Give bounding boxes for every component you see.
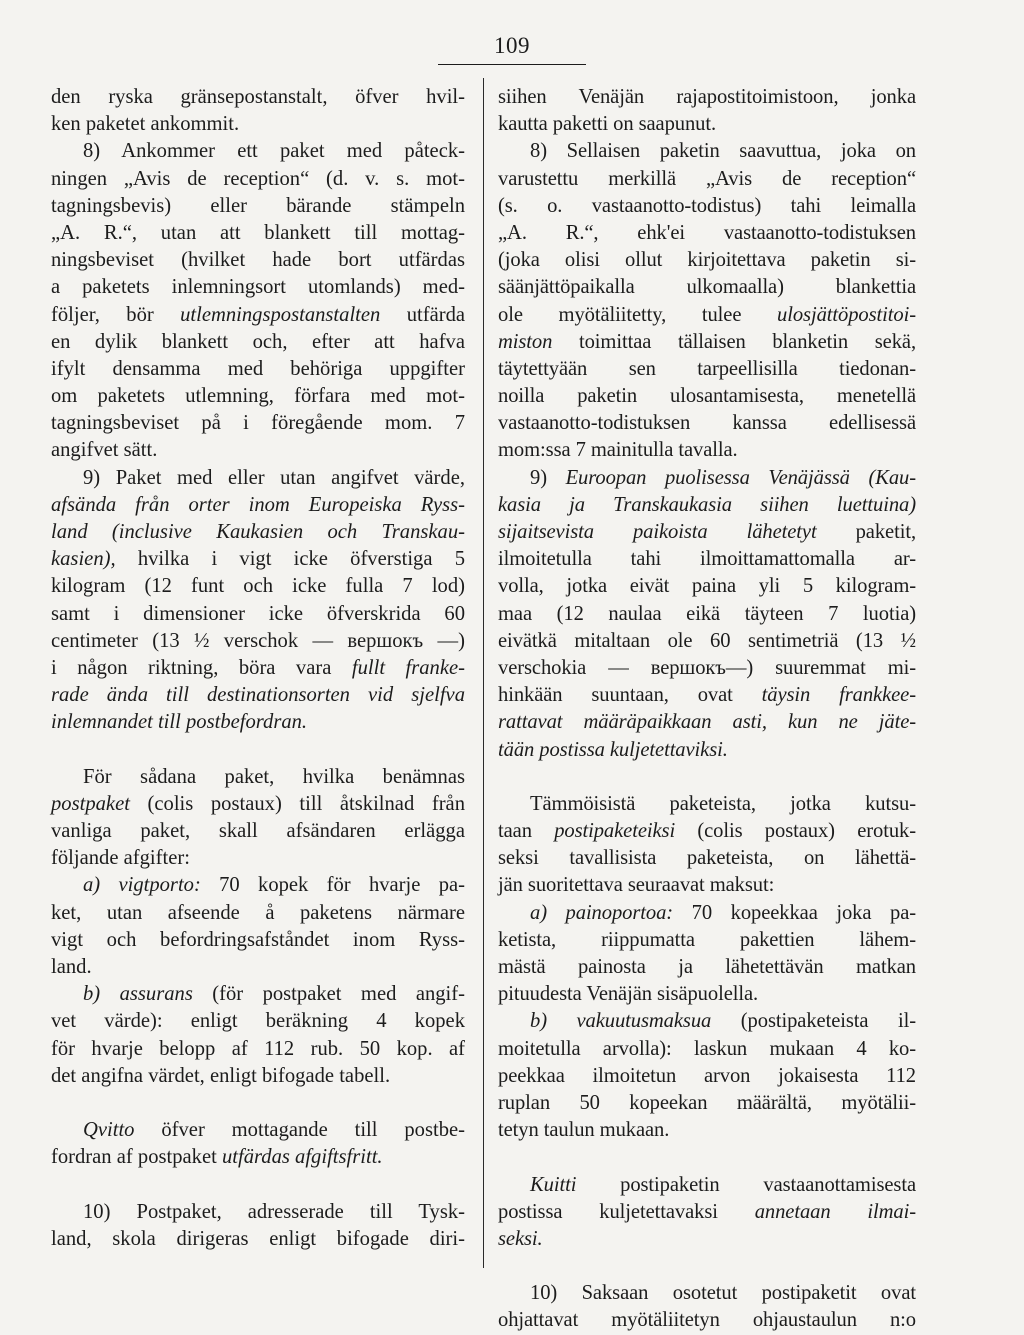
text-segment: postissa kuljetettavaksi xyxy=(498,1200,755,1223)
paragraph-gap xyxy=(498,1253,916,1280)
text-line: tagningsbeviset på i föregående mom. 7 xyxy=(51,412,465,435)
paragraph-gap xyxy=(498,764,916,791)
text-line: varustettu merkillä „Avis de reception“ xyxy=(498,167,916,190)
paragraph-gap xyxy=(498,1144,916,1171)
text-segment: (postipaketeista il- xyxy=(711,1010,916,1033)
text-line: kasia ja Transkaukasia siihen luettuina) xyxy=(498,493,916,516)
text-line: för hvarje belopp af 112 rub. 50 kop. af xyxy=(51,1037,465,1060)
text-segment: annetaan ilmai- xyxy=(754,1200,916,1223)
text-line: om paketets utlemning, förfara med mot- xyxy=(51,385,465,408)
paragraph-gap xyxy=(51,1172,465,1199)
text-line xyxy=(51,981,465,1008)
text-line: maa (12 naulaa eikä täyteen 7 luotia) xyxy=(498,602,916,625)
text-line: 10) Postpaket, adresserade till Tysk- xyxy=(83,1200,465,1223)
text-line: 8) Ankommer ett paket med påteck- xyxy=(83,140,465,163)
paragraph-gap xyxy=(51,737,465,764)
text-line: land, skola dirigeras enligt bifogade diri- xyxy=(51,1227,465,1250)
text-line: en dylik blankett och, efter att hafva xyxy=(51,330,465,353)
text-line xyxy=(498,1172,916,1199)
text-line: tetyn taulun mukaan. xyxy=(498,1119,670,1142)
text-line xyxy=(498,465,916,492)
text-line: 8) Sellaisen paketin saavuttua, joka on xyxy=(530,140,916,163)
text-line: kilogram (12 funt och icke fulla 7 lod) xyxy=(51,575,465,598)
text-line: „A. R.“, utan att blankett till mottag- xyxy=(51,221,465,244)
text-segment: 70 kopek för hvarje pa- xyxy=(200,874,465,897)
text-line: a paketets inlemningsort utomlands) med- xyxy=(51,276,465,299)
text-segment: miston xyxy=(498,330,553,353)
text-line: följande afgifter: xyxy=(51,847,190,870)
text-segment: 70 kopeekkaa joka pa- xyxy=(673,901,916,924)
text-segment: taan xyxy=(498,820,555,843)
text-line: „A. R.“, ehk'ei vastaanotto-todistuksen xyxy=(498,221,916,244)
text-line: ketista, riippumatta pakettien lähem- xyxy=(498,928,916,951)
text-line xyxy=(51,872,465,899)
paragraph-gap xyxy=(51,1090,465,1117)
text-segment: paketit, xyxy=(816,521,916,543)
text-line: ohjattavat myötäliitetyn ohjaustaulun n:o xyxy=(498,1309,916,1332)
text-line xyxy=(498,818,916,845)
text-segment: fordran af postpaket xyxy=(51,1146,222,1169)
text-line: Tämmöisistä paketeista, jotka kutsu- xyxy=(530,792,916,815)
text-line: seksi. xyxy=(498,1227,543,1250)
text-line: rattavat määräpaikkaan asti, kun ne jäte- xyxy=(498,711,916,734)
text-line xyxy=(51,791,465,818)
text-line: ket, utan afseende å paketens närmare xyxy=(51,901,465,924)
left-column-swedish xyxy=(51,84,465,1253)
text-line xyxy=(51,1117,465,1144)
text-line: (joka olisi ollut kirjoitettava paketin si- xyxy=(498,249,916,272)
text-line xyxy=(51,1144,465,1171)
text-segment: 9) xyxy=(530,466,566,489)
text-segment: toimittaa tällaisen blanketin sekä, xyxy=(552,330,916,353)
text-line: mästä painosta ja lähetettävän matkan xyxy=(498,956,916,978)
text-line: kautta paketti on saapunut. xyxy=(498,113,717,136)
text-line: ifylt densamma med behöriga uppgifter xyxy=(51,357,465,380)
text-segment: (för postpaket med angif- xyxy=(192,983,465,1006)
text-line: peekkaa ilmoitetun arvon jokaisesta 112 xyxy=(498,1064,916,1087)
text-line: vet värde): enligt beräkning 4 kopek xyxy=(51,1010,465,1033)
text-line xyxy=(498,1008,916,1035)
text-segment: följer, bör xyxy=(51,303,181,326)
text-segment: hvilka i vigt icke öfverstiga 5 xyxy=(115,548,465,571)
text-segment: b) vakuutusmaksua xyxy=(530,1010,712,1033)
text-line: moitetulla arvolla): laskun mukaan 4 ko- xyxy=(498,1037,916,1060)
text-line xyxy=(498,302,916,329)
text-line xyxy=(498,900,916,927)
header-rule xyxy=(438,64,586,65)
text-segment: sijaitsevista paikoista lähetetyt xyxy=(498,521,817,543)
column-divider xyxy=(483,78,484,1268)
text-line: säänjättöpaikalla ulkomaalla) blankettia xyxy=(498,276,916,299)
text-line: samt i dimensioner icke öfverskrida 60 xyxy=(51,602,465,625)
text-line: centimeter (13 ½ verschok — вершокъ —) xyxy=(51,629,465,652)
text-segment: postipaketin vastaanottamisesta xyxy=(576,1173,916,1196)
text-segment: i någon riktning, böra vara xyxy=(51,656,352,679)
text-line: vigt och befordringsafståndet inom Ryss- xyxy=(51,928,465,951)
text-line: rade ända till destinationsorten vid sjelfva xyxy=(51,684,465,707)
text-segment: öfver mottagande till postbe- xyxy=(134,1119,465,1142)
text-line: vanliga paket, skall afsändaren erlägga xyxy=(51,820,465,843)
text-line: volla, jotka eivät paina yli 5 kilogram- xyxy=(498,575,916,598)
text-line xyxy=(51,655,465,682)
text-segment: täysin frankkee- xyxy=(761,684,916,707)
text-line: ningsbeviset (hvilket hade bort utfärdas xyxy=(51,249,465,272)
text-line: (s. o. vastaanotto-todistus) tahi leimalla xyxy=(498,194,916,217)
text-segment: Kuitti xyxy=(530,1173,577,1196)
text-line: ken paketet ankommit. xyxy=(51,113,240,136)
text-line: ningen „Avis de reception“ (d. v. s. mot- xyxy=(51,167,465,190)
text-segment: utfärda xyxy=(380,303,466,326)
text-line xyxy=(498,329,916,356)
text-segment: (colis postaux) erotuk- xyxy=(675,820,916,843)
text-line xyxy=(498,519,916,546)
text-line xyxy=(51,546,465,573)
text-segment: kasien), xyxy=(51,548,116,571)
text-line: verschokia — вершокъ—) suuremmat mi- xyxy=(498,656,916,679)
text-line: noilla paketin ulosantamisesta, menetellä xyxy=(498,385,916,408)
text-segment: fullt franke- xyxy=(351,656,465,679)
text-segment: ulosjättöpostitoi- xyxy=(777,303,916,326)
text-segment: postpaket xyxy=(51,792,130,815)
text-line: pituudesta Venäjän sisäpuolella. xyxy=(498,983,759,1006)
text-line: tagningsbevis) eller bärande stämpeln xyxy=(51,194,465,217)
text-segment: b) assurans xyxy=(83,983,193,1006)
text-line: 10) Saksaan osotetut postipaketit ovat xyxy=(530,1282,916,1305)
text-line: den ryska gränsepostanstalt, öfver hvil- xyxy=(51,86,465,108)
text-segment: (colis postaux) till åtskilnad från xyxy=(129,792,465,815)
text-line: det angifna värdet, enligt bifogade tabell. xyxy=(51,1064,391,1087)
text-line xyxy=(498,682,916,709)
text-segment: a) vigtporto: xyxy=(83,874,201,897)
text-line: täytettyään sen tarpeellisilla tiedonan- xyxy=(498,357,916,380)
text-line: angifvet sätt. xyxy=(51,439,158,462)
text-line xyxy=(51,302,465,329)
right-column-finnish xyxy=(498,84,916,1335)
text-line: jän suoritettava seuraavat maksut: xyxy=(498,874,775,897)
text-line xyxy=(498,1199,916,1226)
text-line: land (inclusive Kaukasien och Transkau- xyxy=(51,521,465,543)
text-line: afsända från orter inom Europeiska Ryss- xyxy=(51,493,465,516)
text-line: 9) Paket med eller utan angifvet värde, xyxy=(83,466,465,489)
text-segment: ole myötäliitetty, tulee xyxy=(498,303,778,326)
text-line: ilmoitetulla tahi ilmoittamattomalla ar- xyxy=(498,548,916,571)
text-line: vastaanotto-todistuksen kanssa edellisessä xyxy=(498,412,916,435)
text-segment: utfärdas afgiftsfritt. xyxy=(221,1146,383,1169)
text-line: ruplan 50 kopeekan määrältä, myötälii- xyxy=(498,1091,916,1114)
text-segment: utlemningspostanstalten xyxy=(180,303,381,326)
text-line: inlemnandet till postbefordran. xyxy=(51,711,308,734)
text-line: För sådana paket, hvilka benämnas xyxy=(83,765,465,788)
text-segment: Qvitto xyxy=(83,1119,135,1142)
text-line: tään postissa kuljetettaviksi. xyxy=(498,738,728,761)
text-segment: Euroopan puolisessa Venäjässä (Kau- xyxy=(565,466,916,489)
text-segment: hinkään suuntaan, ovat xyxy=(498,684,762,707)
text-line: seksi tavallisista paketeista, on lähettä- xyxy=(498,847,916,870)
page-number: 109 xyxy=(494,33,530,58)
text-line: mom:ssa 7 mainitulla tavalla. xyxy=(498,439,738,462)
text-line: eivätkä mitaltaan ole 60 sentimetriä (13 ½ xyxy=(498,629,916,652)
text-segment: a) painoportoa: xyxy=(530,901,674,924)
text-line: siihen Venäjän rajapostitoimistoon, jonka xyxy=(498,86,916,108)
text-segment: postipaketeiksi xyxy=(554,820,676,843)
text-line: land. xyxy=(51,956,92,978)
